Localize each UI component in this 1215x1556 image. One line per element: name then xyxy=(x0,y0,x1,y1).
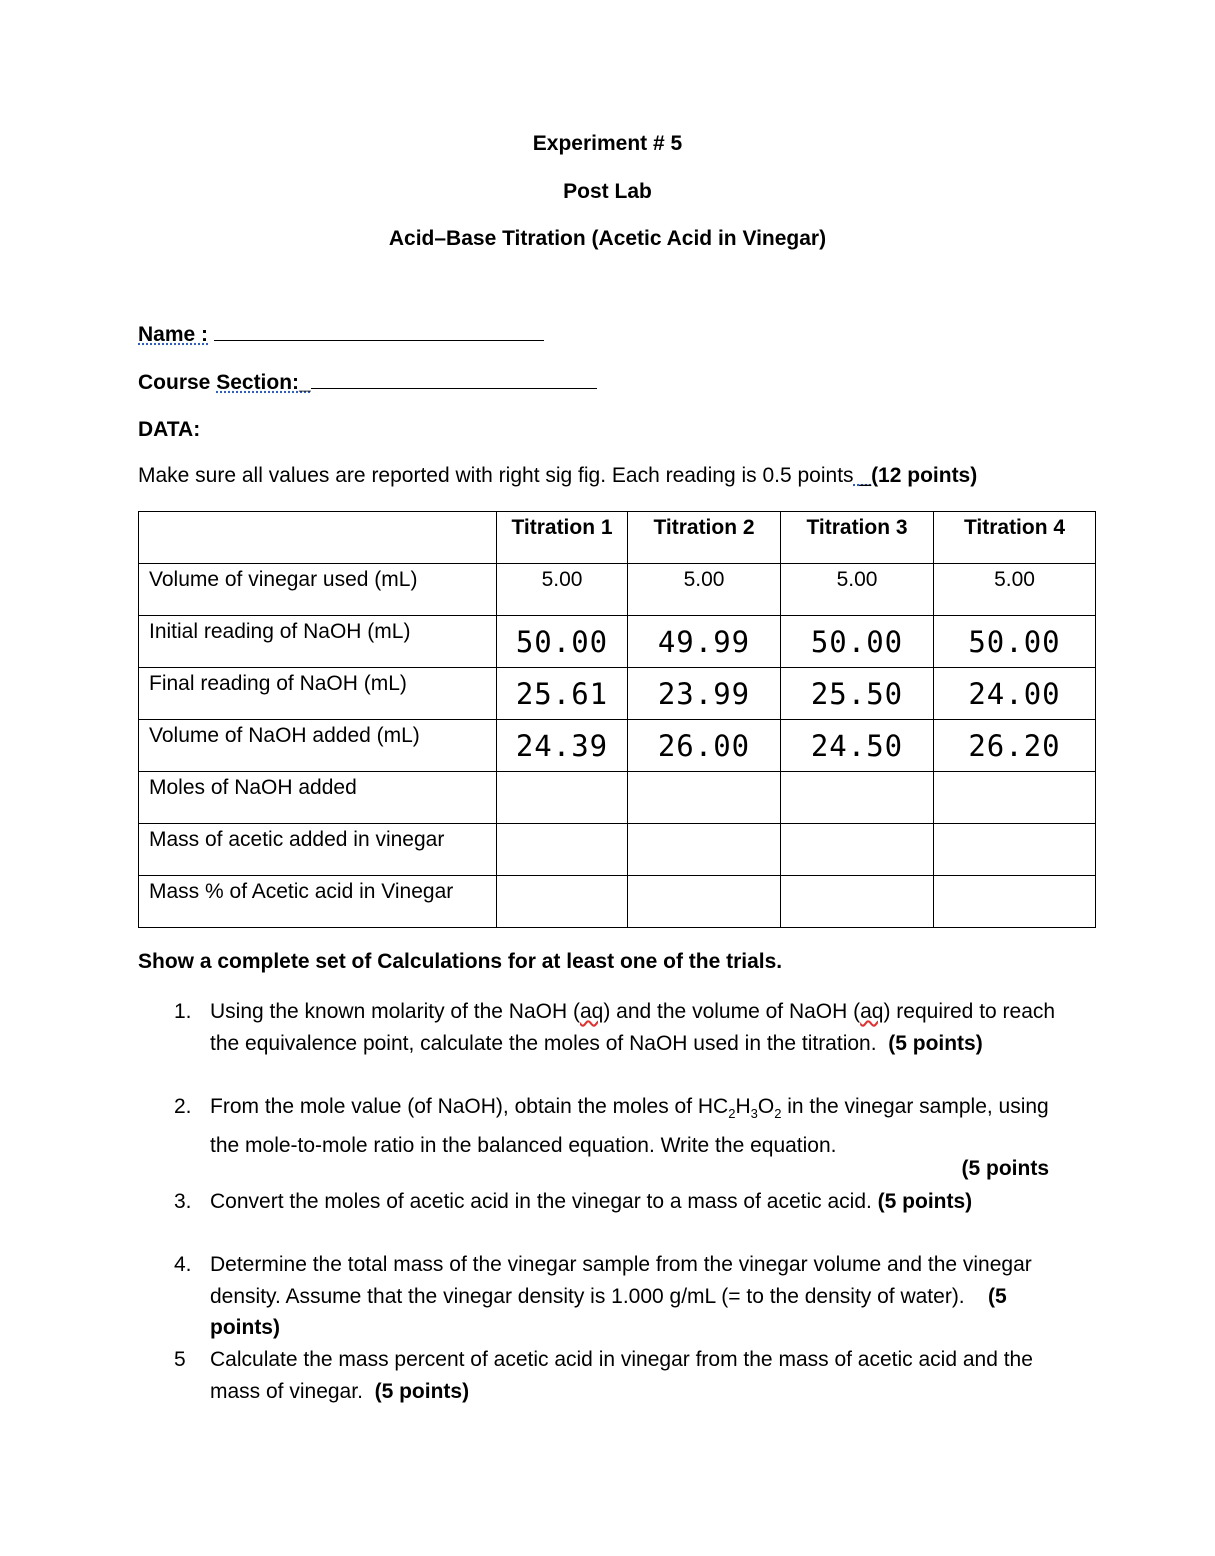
empty-cell[interactable] xyxy=(934,772,1096,824)
instruction-text: Make sure all values are reported with right sig fig. Each reading is 0.5 points xyxy=(138,464,854,487)
q1-points: (5 points) xyxy=(888,1031,983,1055)
table-row xyxy=(139,876,1096,928)
question-number: 1. xyxy=(174,1000,192,1023)
table-cell: 5.00 xyxy=(628,564,781,616)
q2-sub-3: 2 xyxy=(774,1106,782,1122)
q2-text-c: O xyxy=(757,1095,775,1118)
q5-text: Calculate the mass percent of acetic acid in vinegar from the mass of acetic acid and the mass of vinegar. xyxy=(210,1348,1033,1403)
handwritten-cell[interactable]: 23.99 xyxy=(628,668,781,720)
question-number: 4. xyxy=(174,1253,192,1276)
course-section-row xyxy=(138,370,597,395)
q2-text-a: From the mole value (of NaOH), obtain the moles of HC xyxy=(210,1095,729,1118)
handwritten-cell[interactable]: 50.00 xyxy=(934,616,1096,668)
q2-sub-2: 3 xyxy=(750,1106,758,1122)
name-input-line[interactable] xyxy=(214,322,544,341)
handwritten-cell[interactable]: 50.00 xyxy=(781,616,934,668)
empty-cell[interactable] xyxy=(497,824,628,876)
table-row xyxy=(139,616,1096,668)
question-number: 5 xyxy=(174,1348,186,1371)
empty-cell[interactable] xyxy=(497,772,628,824)
q2-text-b: H xyxy=(735,1095,751,1118)
question-number: 2. xyxy=(174,1095,192,1118)
question-text xyxy=(210,1186,1074,1218)
q2-points: (5 points xyxy=(961,1157,1049,1180)
instruction-line xyxy=(138,464,977,488)
q2-text-d: in the vinegar sample, using the mole-to-mole ratio in the balanced equation. Write the equation. xyxy=(210,1095,1049,1157)
handwritten-cell[interactable]: 25.61 xyxy=(497,668,628,720)
q1-aq-2: aq xyxy=(860,1000,884,1023)
q3-text: Convert the moles of acetic acid in the vinegar to a mass of acetic acid. xyxy=(210,1190,872,1213)
handwritten-cell[interactable]: 50.00 xyxy=(497,616,628,668)
question-text xyxy=(210,1249,1074,1344)
q2-sub-1: 2 xyxy=(728,1106,736,1122)
page-title: Acid–Base Titration (Acetic Acid in Vinegar) xyxy=(388,227,827,250)
row-label: Volume of vinegar used (mL) xyxy=(139,564,497,616)
row-label: Volume of NaOH added (mL) xyxy=(139,720,497,772)
handwritten-cell[interactable]: 26.20 xyxy=(934,720,1096,772)
post-lab-subtitle: Post Lab xyxy=(563,180,652,203)
empty-cell[interactable] xyxy=(781,824,934,876)
calculations-heading: Show a complete set of Calculations for at least one of the trials. xyxy=(138,950,783,973)
empty-cell[interactable] xyxy=(781,772,934,824)
course-label: Course xyxy=(138,371,211,394)
table-header-cell: Titration 1 xyxy=(497,512,628,564)
empty-cell[interactable] xyxy=(628,824,781,876)
name-label: Name : xyxy=(138,323,209,346)
handwritten-cell[interactable]: 49.99 xyxy=(628,616,781,668)
q1-aq-1: aq xyxy=(579,1000,604,1023)
handwritten-cell[interactable]: 25.50 xyxy=(781,668,934,720)
titration-data-table xyxy=(138,511,1096,928)
instruction-marker: _ xyxy=(853,464,872,487)
handwritten-cell[interactable]: 26.00 xyxy=(628,720,781,772)
row-label: Moles of NaOH added xyxy=(139,772,497,824)
instruction-points: (12 points) xyxy=(871,464,978,487)
question-text xyxy=(210,996,1074,1059)
empty-cell[interactable] xyxy=(628,876,781,928)
empty-cell[interactable] xyxy=(781,876,934,928)
handwritten-cell[interactable]: 24.50 xyxy=(781,720,934,772)
table-row xyxy=(139,772,1096,824)
q4-text: Determine the total mass of the vinegar sample from the vinegar volume and the vinegar density. Assume that the vinegar density is 1.000 g/mL (= to the density of water). xyxy=(210,1253,1032,1308)
empty-cell[interactable] xyxy=(934,824,1096,876)
table-header-cell xyxy=(139,512,497,564)
row-label: Final reading of NaOH (mL) xyxy=(139,668,497,720)
course-section-input-line[interactable] xyxy=(311,370,597,389)
table-cell: 5.00 xyxy=(934,564,1096,616)
empty-cell[interactable] xyxy=(934,876,1096,928)
experiment-number: Experiment # 5 xyxy=(532,132,683,155)
table-row xyxy=(139,564,1096,616)
question-number: 3. xyxy=(174,1190,192,1213)
table-header-row xyxy=(139,512,1096,564)
q1-text-a: Using the known molarity of the NaOH ( xyxy=(210,1000,580,1023)
section-label: Section:_ xyxy=(216,371,311,394)
question-text xyxy=(210,1091,1074,1161)
handwritten-cell[interactable]: 24.39 xyxy=(497,720,628,772)
row-label: Mass of acetic added in vinegar xyxy=(139,824,497,876)
q3-points: (5 points) xyxy=(877,1190,973,1213)
data-heading: DATA: xyxy=(138,418,201,441)
empty-cell[interactable] xyxy=(628,772,781,824)
row-label: Mass % of Acetic acid in Vinegar xyxy=(139,876,497,928)
table-header-cell: Titration 3 xyxy=(781,512,934,564)
q1-text-b: ) and the volume of NaOH ( xyxy=(603,1000,861,1023)
table-row xyxy=(139,668,1096,720)
table-row xyxy=(139,720,1096,772)
table-header-cell: Titration 2 xyxy=(628,512,781,564)
question-text xyxy=(210,1344,1074,1407)
name-field-row xyxy=(138,322,544,347)
handwritten-cell[interactable]: 24.00 xyxy=(934,668,1096,720)
table-row xyxy=(139,824,1096,876)
q1-text-c: ) required to reach the equivalence point, calculate the moles of NaOH used in the titration. xyxy=(210,1000,1056,1055)
table-cell: 5.00 xyxy=(497,564,628,616)
q5-points: (5 points) xyxy=(374,1379,470,1403)
q4-points: (5 points) xyxy=(210,1284,1007,1339)
row-label: Initial reading of NaOH (mL) xyxy=(139,616,497,668)
table-cell: 5.00 xyxy=(781,564,934,616)
empty-cell[interactable] xyxy=(497,876,628,928)
table-header-cell: Titration 4 xyxy=(934,512,1096,564)
